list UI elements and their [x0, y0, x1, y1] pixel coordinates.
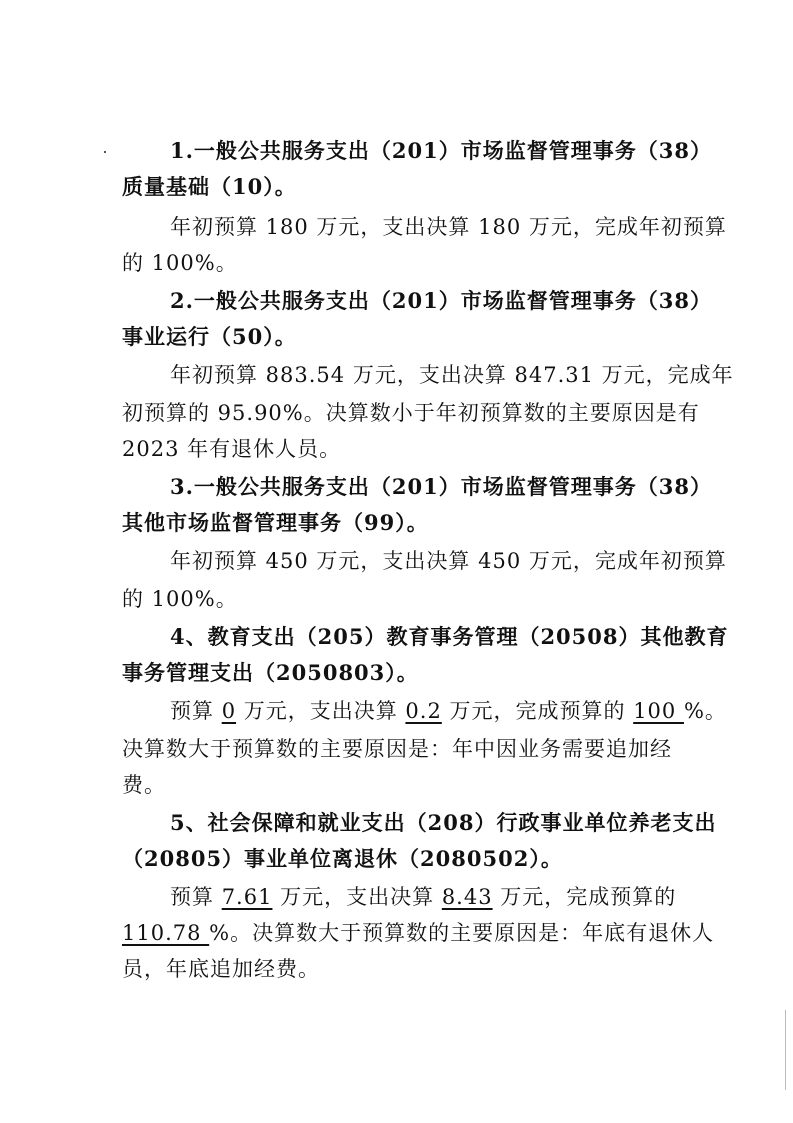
item-5-body-line-2: [122, 918, 714, 948]
item-4-body-line-2: 决算数大于预算数的主要原因是：年中因业务需要追加经: [122, 737, 672, 761]
item-5-text-spend: 万元，支出决算: [272, 885, 442, 909]
item-5-heading-line-1: 5、社会保障和就业支出（208）行政事业单位养老支出: [170, 810, 717, 835]
item-4-body-line-1: [170, 696, 727, 726]
item-1-body-line-2: 的 100%。: [122, 251, 238, 275]
item-2-body-line-3: 2023 年有退休人员。: [122, 437, 342, 461]
item-1-heading-line-2: 质量基础（10）。: [122, 174, 297, 199]
item-4-text-percent: %。: [683, 699, 727, 723]
item-5-budget-value: 7.61: [221, 885, 273, 909]
item-1-heading-line-1: 1.一般公共服务支出（201）市场监督管理事务（38）: [170, 138, 712, 163]
item-2-heading-line-1: 2.一般公共服务支出（201）市场监督管理事务（38）: [170, 288, 712, 313]
item-4-spend-value: 0.2: [405, 699, 442, 723]
scan-edge-line: [785, 1010, 786, 1090]
item-2-heading-line-2: 事业运行（50）。: [122, 324, 297, 349]
item-3-heading-line-2: 其他市场监督管理事务（99）。: [122, 510, 429, 535]
item-4-body-line-3: 费。: [122, 773, 166, 797]
item-4-heading-line-1: 4、教育支出（205）教育事务管理（20508）其他教育: [170, 624, 729, 649]
item-2-body-line-2: 初预算的 95.90%。决算数小于年初预算数的主要原因是有: [122, 401, 700, 425]
item-3-body-line-1: 年初预算 450 万元，支出决算 450 万元，完成年初预算: [170, 549, 727, 573]
item-5-text-budget: 预算: [170, 885, 222, 909]
item-3-body-line-2: 的 100%。: [122, 587, 238, 611]
item-4-heading-line-2: 事务管理支出（2050803）。: [122, 660, 419, 685]
item-1-body-line-1: 年初预算 180 万元，支出决算 180 万元，完成年初预算: [170, 215, 727, 239]
item-4-budget-value: 0: [221, 699, 237, 723]
item-5-heading-line-2: （20805）事业单位离退休（2080502）。: [122, 846, 563, 871]
item-4-text-budget: 预算: [170, 699, 222, 723]
scan-speck: [104, 151, 106, 153]
item-4-percent-value: 100: [633, 699, 684, 723]
item-5-text-complete: 万元，完成预算的: [492, 885, 677, 909]
item-4-text-complete: 万元，完成预算的: [441, 699, 634, 723]
item-5-percent-value: 110.78: [122, 921, 210, 945]
item-5-spend-value: 8.43: [441, 885, 493, 909]
item-4-text-spend: 万元，支出决算: [236, 699, 406, 723]
item-2-body-line-1: 年初预算 883.54 万元，支出决算 847.31 万元，完成年: [170, 363, 734, 387]
item-5-text-reason: %。决算数大于预算数的主要原因是：年底有退休人: [209, 921, 715, 945]
item-5-body-line-3: 员，年底追加经费。: [122, 957, 320, 981]
item-3-heading-line-1: 3.一般公共服务支出（201）市场监督管理事务（38）: [170, 474, 712, 499]
item-5-body-line-1: [170, 882, 676, 912]
